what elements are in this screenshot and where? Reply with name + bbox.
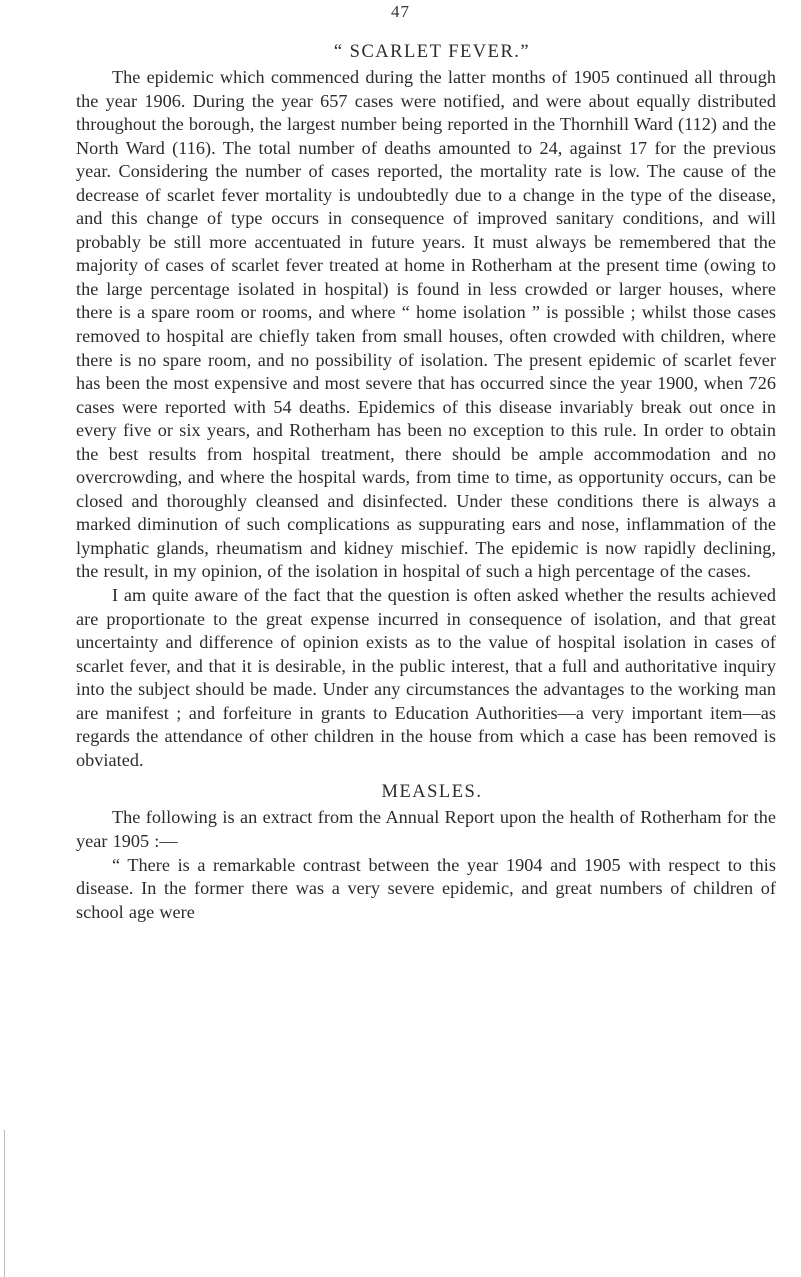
measles-heading: MEASLES. bbox=[381, 782, 483, 803]
measles-paragraph-2: “ There is a remarkable contrast between the year 1904 and 1905 with respect to this disease. In the former there was a very severe epidemic, and great numbers of children of school age were bbox=[76, 854, 776, 922]
scan-edge-line bbox=[4, 1130, 5, 1277]
scarlet-fever-paragraph-1: The epidemic which commenced during the latter months of 1905 continued all through the year 1906. During the year 657 cases were notified, and were about equally distributed throughout the borough, the largest number being reported in the Thornhill Ward (112) and the North Ward (116). The total number of deaths amounted to 24, against 17 for the previous year. Considering the number of cases reported, the mortality rate is low. The cause of the decrease of scarlet fever mortality is undoubtedly due to a change in the type of the disease, and this change of type occurs in consequence of improved sanitary conditions, and will probably be still more accentuated in future years. It must always be remembered that the majority of cases of scarlet fever treated at home in Rotherham at the present time (owing to the large percentage isolated in hospital) is found in less crowded or larger houses, where there is a spare room or rooms, and where “ home isolation ” is possible ; whilst those cases removed to hospital are chiefly taken from small houses, often crowded with children, where there is no spare room, and no possibility of isolation. The present epidemic of scarlet fever has been the most expensive and most severe that has occurred since the year 1900, when 726 cases were reported with 54 deaths. Epidemics of this disease invariably break out once in every five or six years, and Rotherham has been no exception to this rule. In order to obtain the best results from hospital treatment, there should be ample accommodation and no overcrowding, and where the hospital wards, from time to time, as opportunity occurs, can be closed and thoroughly cleansed and disinfected. Under these conditions there is always a marked diminution of such complications as suppurating ears and nose, inflammation of the lymphatic glands, rheumatism and kidney mischief. The epidemic is now rapidly declining, the result, in my opinion, of the isolation in hospital of such a high percentage of the cases. bbox=[76, 67, 776, 582]
page-number: 47 bbox=[391, 2, 410, 21]
scarlet-fever-heading: “ SCARLET FEVER.” bbox=[333, 42, 531, 62]
measles-paragraph-1: The following is an extract from the Annual Report upon the health of Rotherham for the year 1905 :— bbox=[76, 807, 776, 851]
text-column bbox=[76, 38, 776, 924]
scarlet-fever-paragraph-2: I am quite aware of the fact that the question is often asked whether the results achieved are proportionate to the great expense incurred in consequence of isolation, and that great uncertainty and difference of opinion exists as to the value of hospital isolation in cases of scarlet fever, and that it is desirable, in the public interest, that a full and authoritative inquiry into the subject should be made. Under any circumstances the advantages to the working man are manifest ; and forfeiture in grants to Education Authorities—a very important item—as regards the attendance of other children in the house from which a case has been removed is obviated. bbox=[76, 585, 776, 770]
